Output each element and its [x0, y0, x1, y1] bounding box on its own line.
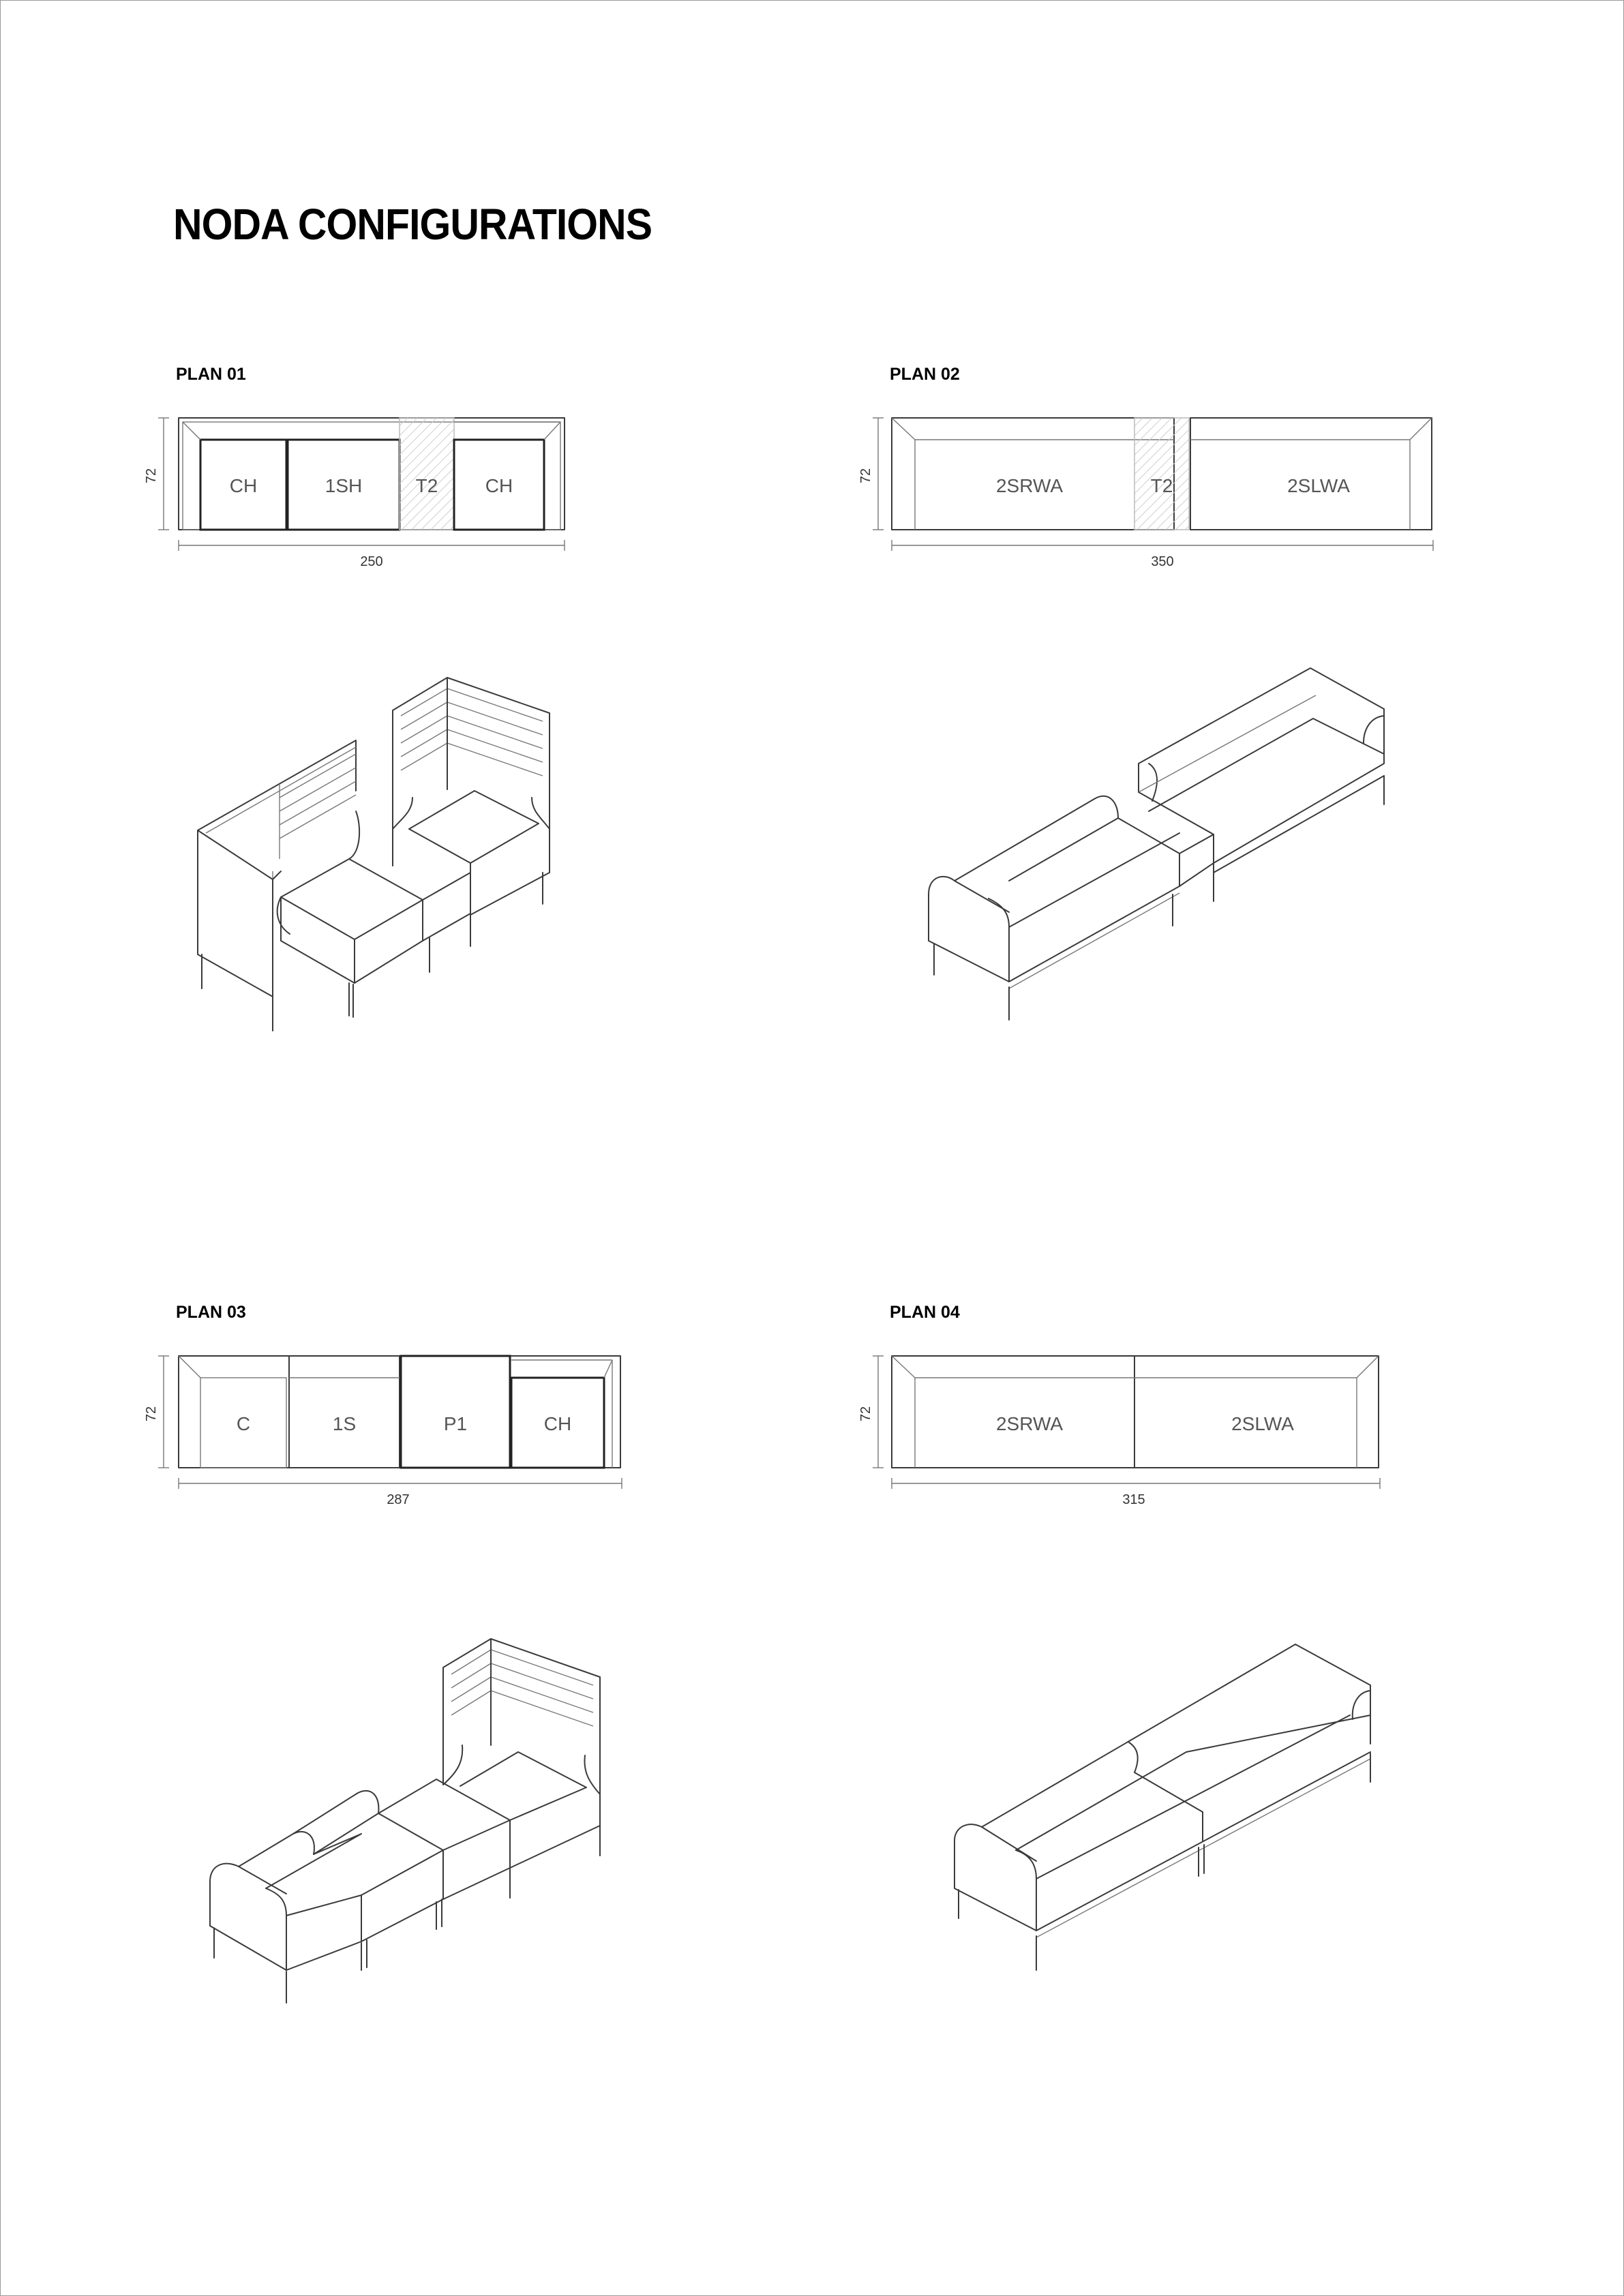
- plan-01-drawing: [136, 409, 586, 573]
- plan-04-width: 315: [1122, 1492, 1145, 1507]
- plan-03-width: 287: [387, 1492, 410, 1507]
- plan-02-drawing: [852, 409, 1466, 573]
- plan-04-label: PLAN 04: [890, 1303, 960, 1322]
- plan-03-module-4: CH: [543, 1413, 572, 1434]
- plan-03-module-1: C: [236, 1413, 251, 1434]
- plan-01-module-3: T2: [415, 475, 438, 496]
- plan-03-drawing: [136, 1347, 641, 1511]
- plan-01-width: 250: [360, 554, 383, 569]
- plan-02-module-3: 2SLWA: [1287, 475, 1350, 496]
- plan-01-label: PLAN 01: [176, 365, 246, 384]
- plan-01-isometric-illustration: [177, 654, 600, 1043]
- plan-04-module-2: 2SLWA: [1231, 1413, 1294, 1434]
- plan-02-isometric-illustration: [914, 654, 1404, 1036]
- plan-01-module-2: 1SH: [325, 475, 363, 496]
- plan-03-label: PLAN 03: [176, 1303, 246, 1322]
- plan-03-module-3: P1: [443, 1413, 468, 1434]
- plan-03-module-2: 1S: [332, 1413, 357, 1434]
- plan-03-depth: 72: [144, 1406, 159, 1422]
- plan-04-module-1: 2SRWA: [995, 1413, 1064, 1434]
- plan-02-width: 350: [1151, 554, 1174, 569]
- page-title: NODA CONFIGURATIONS: [173, 200, 652, 249]
- plan-01-module-4: CH: [485, 475, 513, 496]
- plan-02-module-1: 2SRWA: [995, 475, 1064, 496]
- plan-02-label: PLAN 02: [890, 365, 960, 384]
- plan-04-depth: 72: [858, 1406, 873, 1422]
- plan-03-isometric-illustration: [198, 1609, 620, 2018]
- plan-04-isometric-illustration: [941, 1636, 1384, 1991]
- plan-02-depth: 72: [858, 468, 873, 484]
- plan-01-depth: 72: [144, 468, 159, 484]
- plan-04-drawing: [852, 1347, 1398, 1511]
- plan-02-module-2: T2: [1150, 475, 1173, 496]
- plan-01-module-1: CH: [229, 475, 258, 496]
